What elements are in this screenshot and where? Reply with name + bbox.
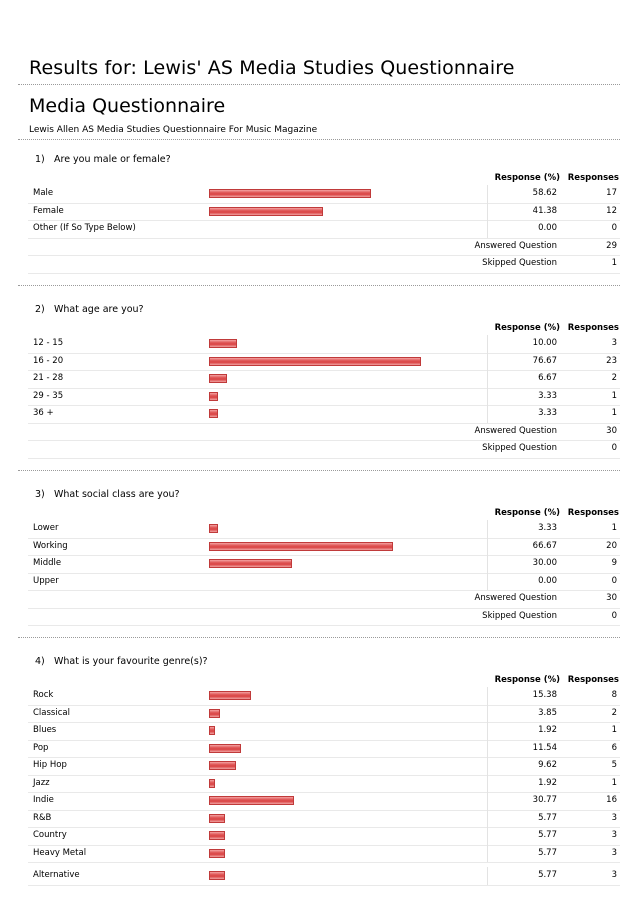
answer-percent: 6.67	[538, 373, 557, 383]
answer-label: Middle	[33, 558, 62, 568]
response-bar	[209, 849, 225, 858]
skipped-label: Skipped Question	[482, 610, 557, 621]
percent-cell	[487, 573, 561, 591]
answer-percent: 11.54	[532, 742, 557, 753]
answer-label: Classical	[33, 707, 70, 718]
answer-row	[28, 538, 620, 557]
percent-cell	[487, 185, 561, 203]
question-title	[35, 489, 180, 500]
response-bar	[209, 542, 393, 551]
answer-percent: 10.00	[532, 338, 557, 348]
response-bar	[209, 559, 292, 568]
answer-count: 23	[606, 355, 617, 366]
skipped-row	[28, 440, 620, 459]
answered-row	[28, 238, 620, 257]
answer-label: Indie	[33, 795, 54, 805]
answer-label: Country	[33, 830, 67, 840]
answer-row	[28, 792, 620, 811]
answer-count: 0	[611, 575, 617, 586]
answer-count: 12	[606, 205, 617, 216]
answer-label: 29 - 35	[33, 390, 64, 401]
response-bar	[209, 524, 218, 533]
percent-cell	[487, 705, 561, 723]
responses-header: Responses	[567, 675, 619, 685]
answer-percent: 9.62	[538, 760, 557, 770]
percent-cell	[487, 405, 561, 423]
response-bar	[209, 761, 236, 770]
answer-count: 1	[611, 523, 617, 533]
answer-label: Working	[33, 540, 68, 551]
answer-count: 1	[611, 408, 617, 418]
percent-cell	[487, 792, 561, 810]
answer-count: 16	[606, 795, 617, 805]
answer-percent: 5.77	[538, 847, 557, 858]
responses-header: Responses	[567, 323, 619, 333]
percent-cell	[487, 538, 561, 556]
answer-count: 3	[611, 830, 617, 840]
skipped-label: Skipped Question	[482, 258, 557, 268]
percent-cell	[487, 335, 561, 353]
answer-label: Other (If So Type Below)	[33, 223, 136, 233]
question-number: 1)	[35, 154, 45, 165]
answer-percent: 1.92	[538, 725, 557, 735]
skipped-count: 0	[611, 443, 617, 453]
response-bar	[209, 374, 227, 383]
answer-row	[28, 810, 620, 829]
answer-percent: 66.67	[532, 540, 557, 551]
answer-label: Female	[33, 205, 64, 216]
answer-row	[28, 705, 620, 724]
answered-row	[28, 423, 620, 442]
answered-label: Answered Question	[474, 240, 557, 251]
answer-label: Hip Hop	[33, 760, 67, 770]
answer-label: 21 - 28	[33, 373, 64, 383]
answer-percent: 3.33	[538, 523, 557, 533]
response-bar	[209, 871, 225, 880]
answer-count: 1	[611, 725, 617, 735]
divider	[18, 637, 620, 638]
response-bar	[209, 709, 220, 718]
answer-label: Pop	[33, 742, 49, 753]
response-bar	[209, 796, 294, 805]
skipped-row	[28, 255, 620, 274]
answer-count: 8	[611, 690, 617, 700]
answer-count: 2	[611, 373, 617, 383]
answer-label: Heavy Metal	[33, 847, 87, 858]
percent-cell	[487, 388, 561, 406]
percent-cell	[487, 203, 561, 221]
answered-count: 29	[606, 240, 617, 251]
divider	[18, 84, 620, 85]
answer-percent: 3.85	[538, 707, 557, 718]
answer-count: 5	[611, 760, 617, 770]
answer-percent: 1.92	[538, 777, 557, 788]
answered-label: Answered Question	[474, 593, 557, 603]
response-percent-header: Response (%)	[494, 173, 560, 183]
answer-row	[28, 220, 620, 239]
answer-row	[28, 573, 620, 592]
divider	[18, 139, 620, 140]
percent-cell	[487, 555, 561, 573]
question-text: What is your favourite genre(s)?	[54, 656, 208, 667]
percent-cell	[487, 353, 561, 371]
answer-row	[28, 405, 620, 424]
answer-row	[28, 757, 620, 776]
response-bar	[209, 189, 371, 198]
response-bar	[209, 779, 215, 788]
survey-description: Lewis Allen AS Media Studies Questionnaire For Music Magazine	[29, 125, 318, 135]
answer-count: 6	[611, 742, 617, 753]
answer-count: 1	[611, 777, 617, 788]
answer-count: 17	[606, 188, 617, 198]
answer-count: 3	[611, 870, 617, 880]
answer-count: 1	[611, 390, 617, 401]
answer-label: 12 - 15	[33, 338, 64, 348]
response-bar	[209, 357, 421, 366]
answer-row	[28, 845, 620, 864]
responses-header: Responses	[567, 173, 619, 183]
divider	[18, 470, 620, 471]
answer-percent: 0.00	[538, 575, 557, 586]
answer-label: Jazz	[33, 777, 50, 788]
question-number: 2)	[35, 304, 45, 315]
response-bar	[209, 392, 218, 401]
skipped-row	[28, 608, 620, 627]
answered-count: 30	[606, 593, 617, 603]
question-number: 4)	[35, 656, 45, 667]
skipped-count: 0	[611, 610, 617, 621]
answer-label: Upper	[33, 575, 59, 586]
answer-row	[28, 722, 620, 741]
answered-count: 30	[606, 425, 617, 436]
response-percent-header: Response (%)	[494, 323, 560, 333]
question-title	[35, 154, 171, 165]
answer-percent: 58.62	[532, 188, 557, 198]
percent-cell	[487, 370, 561, 388]
percent-cell	[487, 687, 561, 705]
answer-row	[28, 203, 620, 222]
answer-percent: 0.00	[538, 223, 557, 233]
divider	[18, 285, 620, 286]
response-bar	[209, 339, 237, 348]
response-percent-header: Response (%)	[494, 508, 560, 518]
response-bar	[209, 744, 241, 753]
percent-cell	[487, 867, 561, 885]
question-text: Are you male or female?	[54, 154, 171, 165]
percent-cell	[487, 722, 561, 740]
question-title	[35, 304, 144, 315]
response-bar	[209, 207, 323, 216]
answer-count: 9	[611, 558, 617, 568]
response-bar	[209, 726, 215, 735]
answer-percent: 30.77	[532, 795, 557, 805]
answer-label: 36 +	[33, 408, 54, 418]
response-percent-header: Response (%)	[494, 675, 560, 685]
answer-count: 3	[611, 812, 617, 823]
answer-percent: 5.77	[538, 812, 557, 823]
page-title: Results for: Lewis' AS Media Studies Questionnaire	[29, 57, 515, 79]
answer-label: Lower	[33, 523, 59, 533]
question-number: 3)	[35, 489, 45, 500]
answer-row	[28, 520, 620, 539]
response-bar	[209, 409, 218, 418]
answer-row	[28, 827, 620, 846]
answer-row	[28, 775, 620, 794]
answered-label: Answered Question	[474, 425, 557, 436]
answer-count: 3	[611, 847, 617, 858]
response-bar	[209, 831, 225, 840]
question-text: What social class are you?	[54, 489, 180, 500]
question-text: What age are you?	[54, 304, 144, 315]
answer-label: R&B	[33, 812, 52, 823]
answer-label: 16 - 20	[33, 355, 64, 366]
answer-row	[28, 555, 620, 574]
skipped-label: Skipped Question	[482, 443, 557, 453]
percent-cell	[487, 220, 561, 238]
skipped-count: 1	[611, 258, 617, 268]
answer-percent: 76.67	[532, 355, 557, 366]
answer-row	[28, 740, 620, 759]
answer-label: Male	[33, 188, 54, 198]
answer-label: Alternative	[33, 870, 80, 880]
answer-count: 2	[611, 707, 617, 718]
answer-percent: 5.77	[538, 830, 557, 840]
answer-label: Blues	[33, 725, 57, 735]
answer-row	[28, 687, 620, 706]
response-bar	[209, 814, 225, 823]
answer-row	[28, 867, 620, 886]
percent-cell	[487, 810, 561, 828]
percent-cell	[487, 757, 561, 775]
answer-percent: 3.33	[538, 408, 557, 418]
answer-row	[28, 353, 620, 372]
answer-row	[28, 335, 620, 354]
answer-count: 3	[611, 338, 617, 348]
response-bar	[209, 691, 251, 700]
responses-header: Responses	[567, 508, 619, 518]
answer-count: 20	[606, 540, 617, 551]
answer-percent: 41.38	[532, 205, 557, 216]
answer-label: Rock	[33, 690, 54, 700]
percent-cell	[487, 520, 561, 538]
answer-percent: 30.00	[532, 558, 557, 568]
answer-percent: 3.33	[538, 390, 557, 401]
question-title	[35, 656, 208, 667]
answer-row	[28, 370, 620, 389]
percent-cell	[487, 740, 561, 758]
answer-row	[28, 388, 620, 407]
answer-percent: 5.77	[538, 870, 557, 880]
answer-row	[28, 185, 620, 204]
answer-count: 0	[611, 223, 617, 233]
survey-title: Media Questionnaire	[29, 95, 226, 117]
answer-percent: 15.38	[532, 690, 557, 700]
percent-cell	[487, 827, 561, 845]
percent-cell	[487, 775, 561, 793]
percent-cell	[487, 845, 561, 863]
answered-row	[28, 590, 620, 609]
